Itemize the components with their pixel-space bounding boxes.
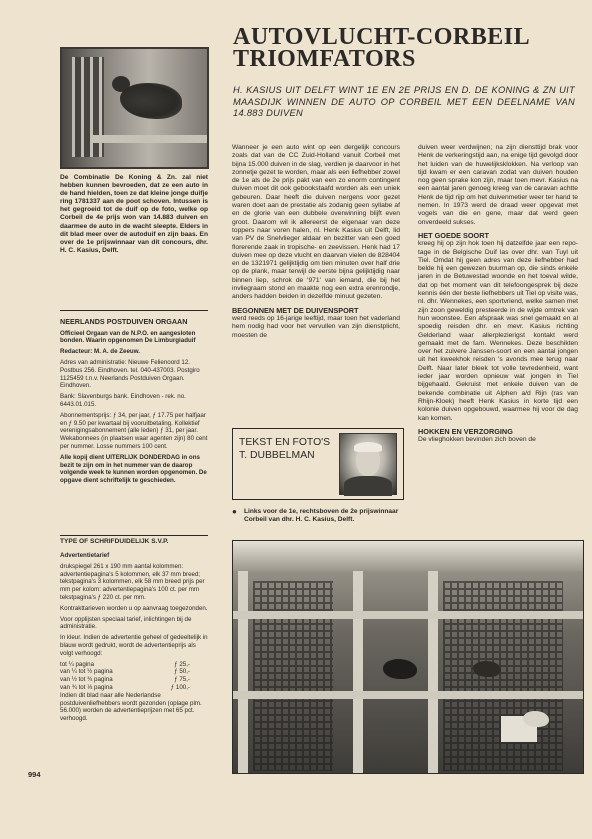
- section-heading: BEGONNEN MET DE DUIVENSPORT: [232, 305, 359, 315]
- price-value: ƒ 25,-: [174, 660, 190, 668]
- bank-text: Bank: Slavenburgs bank. Eindhoven - rek. no. 6443.01.015.: [60, 393, 186, 408]
- bullet-icon: ●: [232, 507, 237, 516]
- masthead-subtitle: Officieel Orgaan van de N.P.O. en aangesloten bonden. Waarin opgenomen De Limburgiaduif: [60, 329, 196, 345]
- price-label: tot ¼ pagina: [60, 660, 95, 668]
- price-label: van ½ tot ¾ pagina: [60, 676, 113, 684]
- advertising-rates: [60, 552, 208, 726]
- article-subtitle: H. KASIUS UIT DELFT WINT 1E EN 2E PRIJS EN D. DE KONING & ZN UIT MAASDIJK WINNEN DE AUTO OP CORBEIL MET EEN DEELNAME VAN 14.883 DUIVEN: [233, 85, 575, 119]
- type-notice: TYPE OF SCHRIFDUIDELIJK S.V.P.: [60, 538, 169, 545]
- masthead: [60, 318, 208, 488]
- price-table: [60, 661, 208, 692]
- author-portrait: [339, 433, 397, 495]
- circulation-text: Indien dit blad naar alle Nederlandse postduivenliefhebbers wordt gezonden (oplage plm. 56.000) worden de advertentieprijzen met 65 pct. verhoogd.: [60, 691, 202, 723]
- article-paragraph: Wanneer je een auto wint op een dergelijk concours zoals dat van de CC Zuid-Holland vanuit Corbeil met bijna 15.000 duiven in de slag, verdien je daarvoor in het zonnetje gezet te worden, maar als een liefhebber zowel de 1e als de 2e prijs pakt van een zo enorm contingent duiven moet dit ook gebookstaafd worden als een uniek gebeuren. Daar heeft die duiven nergens voor gezet waren doet aan de prestatie als zodanig geen syllabe af en de glorie van een dubbele overwinning blijft even groot. Daarom wil ik allereerst de eigenaar van deze toppers naar voren halen, nl. Henk Kasius uit Delft, lid van PV de Snelvlieger aldaar en bezitter van een goed florerende zaak in tropische- en zeevissen. Henk had 17 duiven mee op deze vlucht en daarvan vielen de 828404 en de 1321971 gelijktijdig om tien minuten over half drie op de plank, maar terwijl de eerste bijna gelijktijdig naar binnen liep, schrok de '971' van iemand, die bij het invliegraam stond en maakte nog een extra erenrondje, anders hadden beiden in dezelfde minuut gezeten.: [232, 144, 400, 301]
- article-paragraph: werd reeds op 16-jarige leeftijd, maar toen het vaderland hem nodig had voor het vervullen van zijn dienstplicht, moesten de: [232, 314, 400, 339]
- article-paragraph: duiven weer verdwijnen; na zijn diensttijd brak voor Henk de verkeringstijd aan, na enige tijd gevolgd door het luiden van de huwelijksklokken. Na verloop van tijd kwam er een caravan zodat van duiven houden nog geen sprake kon zijn, maar toen mevr. Kasius na een aantal jaren genoeg kreeg van de caravan achtte Henk de tijd rijp om het duivenmetier weer ter hand te nemen. In 1973 werd de draad weer opgevat met vogels van die en gene, maar dat werd geen onverdeeld sukses.: [418, 144, 578, 226]
- price-value: ƒ 75,-: [174, 676, 190, 684]
- loft-photo: [232, 540, 584, 774]
- price-label: van ¼ tot ½ pagina: [60, 668, 113, 676]
- rates-title: Advertentietarief: [60, 552, 110, 559]
- contract-rates-text: Kontrakttarieven worden u op aanvraag toegezonden.: [60, 604, 208, 612]
- author-credit: TEKST EN FOTO'S T. DUBBELMAN: [239, 437, 331, 461]
- editor-line: Redacteur: M. A. de Zeeuw.: [60, 348, 140, 356]
- inserts-text: Voor opplijsten speciaal tarief, inlichtingen bij de administratie.: [60, 615, 192, 631]
- subscription-text: Abonnementsprijs: ƒ 34, per jaar, ƒ 17.75 per halfjaar en ƒ 9.50 per kwartaal bij vooruitbetaling. Kollektief verenigingsabonnement (alle leden) ƒ 31, per jaar. Wekabonnees (in plaatsen waar agenten zijn) 80 cent per nummer. Losse nummers 100 cent.: [60, 411, 208, 450]
- pigeon-photo-caption: De Combinatie De Koning & Zn. zal niet hebben kunnen bevroeden, dat ze een auto in de hand hielden, toen ze dat kleine jonge duifje ring 1781337 aan de poot schoven. Intussen is het gegroeid tot de duif op de foto, welke op Corbeil de 4e prijs won van 14.883 duiven en daarmee de auto in de wacht sleepte. Elders in dit blad meer over de autoduif en zijn baas. En over de 1e prijswinnaar van dit concours, dhr. H. C. Kasius, Delft.: [60, 174, 208, 254]
- article-column-1: [232, 144, 400, 340]
- section-heading: HET GOEDE SOORT: [418, 230, 489, 240]
- section-heading: HOKKEN EN VERZORGING: [418, 426, 513, 436]
- price-value: ƒ 100,-: [170, 683, 190, 691]
- copy-deadline-text: Alle kopij dient UITERLIJK DONDERDAG in ons bezit te zijn om in het nummer van de daarop volgende week te kunnen worden opgenomen. De opgave dient schriftelijk te geschieden.: [60, 453, 207, 485]
- divider: [60, 535, 208, 536]
- article-paragraph: kreeg hij op zijn hok toen hij datzelfde jaar een repo-tage in de Belgische Duif las over dhr. van Tuyl uit Tiel. Omdat hij geen adres van deze liefhebber had belde hij een gewezen buurman op, die sinds enkele jaren in de Betuwestad woonde en het toeval wilde, dat op het moment van dit telefoongesprek bij deze kennis één der beste liefhebbers uit Tiel op visite was, nl. dhr. Wennekes, een sportvriend, welke samen met zijn zoon geweldig presteerde in de wijde omtrek van hun woonstee. Een afspraak was snel gemaakt en al spoedig reisden dhr. en mevr. Kasius richting Gelderland waar allerplezierigst kontakt werd gemaakt met de fam. Wennekes. Deze beschikten over het zuivere Janssen-soort en een aantal jongen uit het kweekhok reisden 's avonds mee terug naar Delft. Naar later bleek tot volle tevredenheid, want ieder jaar worden opnieuw wat jongen in Tiel bijgehaald. Gekruist met enkele duiven van de bekende combinatie uit Alphen a/d Rijn (ras van Rhijn-Kloek) heeft Henk Kasius in korte tijd een kolonie duiven opgebouwd, waarmee hij voor de dag kan komen.: [418, 240, 578, 422]
- article-column-2: [418, 144, 578, 444]
- price-value: ƒ 50,-: [174, 668, 190, 676]
- article-paragraph: De vlieghokken bevinden zich boven de: [418, 436, 536, 444]
- pigeon-photo: [60, 47, 209, 169]
- author-credit-box: [232, 428, 404, 500]
- colour-text: In kleur. Indien de advertentie geheel of gedeeltelijk in blauw wordt gedrukt, wordt de advertentieprijs als volgt verhoogd:: [60, 634, 208, 657]
- loft-photo-caption: ● Links voor de 1e, rechtsboven de 2e prijswinnaar Corbeil van dhr. H. C. Kasius, Delft.: [232, 507, 399, 524]
- page-number: 994: [28, 770, 41, 779]
- divider: [60, 310, 208, 311]
- article-title: AUTOVLUCHT-CORBEIL TRIOMFATORS: [233, 24, 529, 72]
- masthead-title: NEERLANDS POSTDUIVEN ORGAAN: [60, 317, 188, 326]
- price-label: van ¾ tot ⅓ pagina: [60, 683, 113, 691]
- rates-text: drukspiegel 261 x 190 mm aantal kolommen: advertentiepagina's 5 kolommen, elk 37 mm breed; tekstpagina's 3 kolommen, elk 58 mm breed prijs per mm per kolom: advertentiepagina's 100 ct. per mm tekstpagina's ƒ 220 ct. per mm.: [60, 562, 205, 601]
- address-text: Adres van administratie: Nieuwe Felienoord 12. Postbus 256. Eindhoven. tel. 040-437003. Postgiro 1125459 t.n.v. Neerlands Postduiven Orgaan. Eindhoven.: [60, 358, 200, 390]
